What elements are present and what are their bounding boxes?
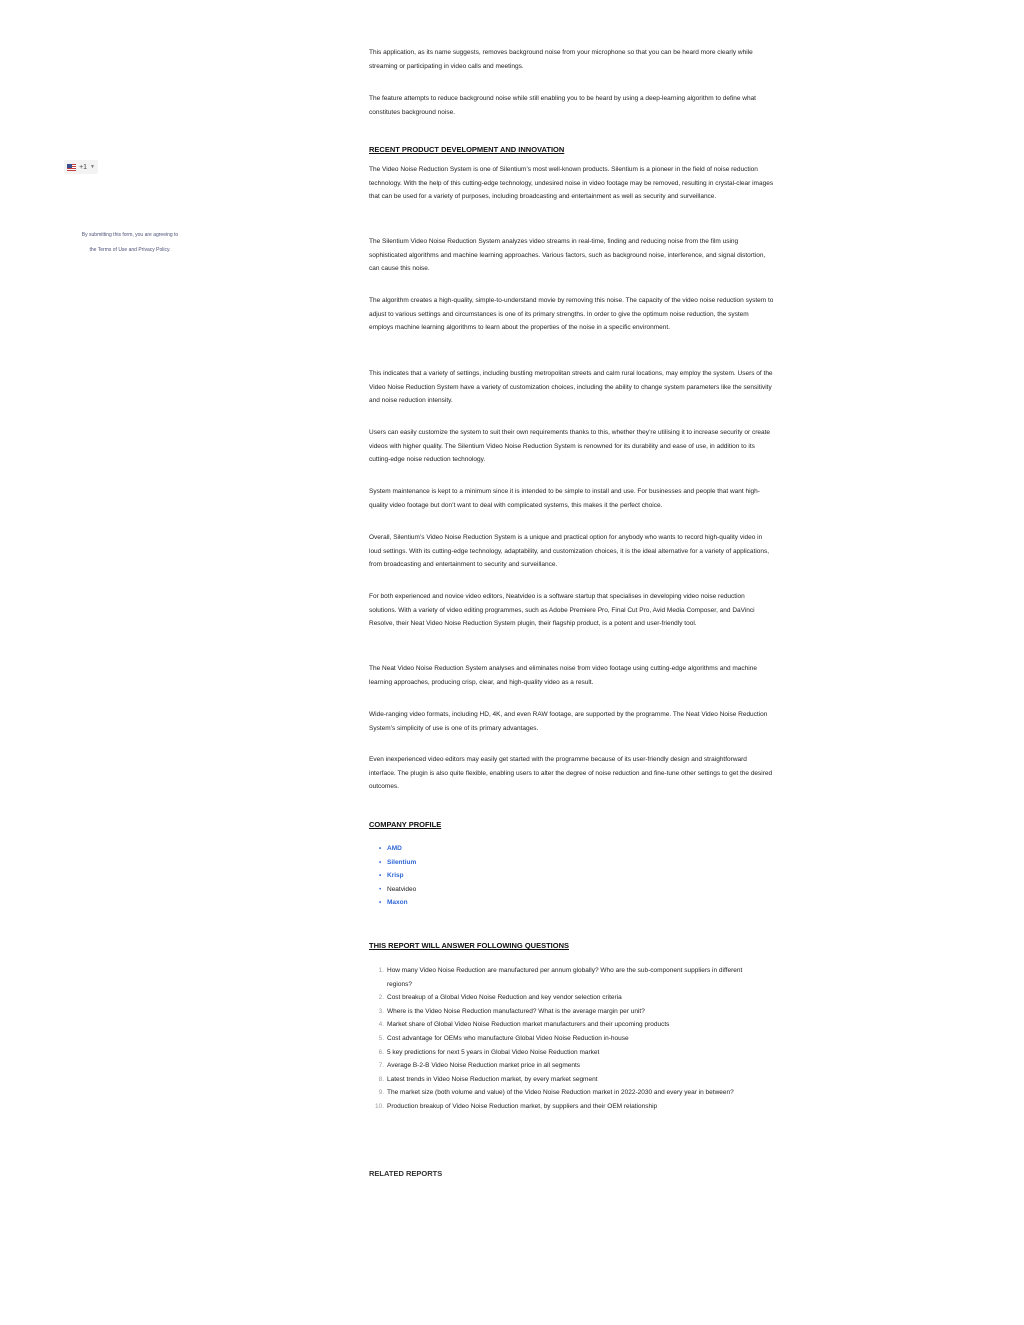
recent-paragraph-8: For both experienced and novice video editors, Neatvideo is a software startup that specialises in developing video noise reduction solutions. With a variety of video editing programmes, such as Adobe Premiere Pro, Final Cut Pro, Avid Media Composer, and DaVinci Resolve, their Neat Video Noise Reduction System plugin, their flagship product, is a potent and user-friendly tool. bbox=[369, 593, 755, 628]
recent-paragraph-6: System maintenance is kept to a minimum since it is intended to be simple to install and use. For businesses and people that want high-quality video footage but don’t want to deal with complicated systems, this makes it the perfect choice. bbox=[369, 488, 760, 509]
recent-paragraph-11: Even inexperienced video editors may easily get started with the programme because of its user-friendly design and straightforward interface. The plugin is also quite flexible, enabling users to alter the degree of noise reduction and fine-tune other settings to get the desired outcomes. bbox=[369, 756, 773, 791]
recent-development-heading: RECENT PRODUCT DEVELOPMENT AND INNOVATION bbox=[369, 145, 565, 154]
phone-country-code: +1 bbox=[79, 163, 88, 171]
company-profile-heading: COMPANY PROFILE bbox=[369, 820, 442, 829]
question-item: Cost advantage for OEMs who manufacture Global Video Noise Reduction in-house bbox=[387, 1034, 629, 1042]
question-item: Average B-2-B Video Noise Reduction market price in all segments bbox=[387, 1062, 581, 1070]
question-item: 5 key predictions for next 5 years in Global Video Noise Reduction market bbox=[387, 1048, 600, 1056]
recent-paragraph-4: This indicates that a variety of settings, including bustling metropolitan streets and calm rural locations, may employ the system. Users of the Video Noise Reduction System have a variety of customization choices, including the ability to change system parameters like the sensitivity and noise reduction intensity. bbox=[369, 370, 773, 405]
question-item: Production breakup of Video Noise Reduction market, by suppliers and their OEM relationship bbox=[387, 1102, 658, 1110]
consent-line-1: By submitting this form, you are agreeing to bbox=[81, 232, 179, 238]
question-item: Where is the Video Noise Reduction manufactured? What is the average margin per unit? bbox=[387, 1007, 645, 1015]
company-link-krisp[interactable]: • Krisp bbox=[369, 869, 416, 883]
company-list bbox=[369, 842, 416, 910]
intro-paragraph-1: This application, as its name suggests, removes background noise from your microphone so that you can be heard more clearly while streaming or participating in video calls and meetings. bbox=[369, 49, 753, 70]
recent-paragraph-2: The Silentium Video Noise Reduction System analyzes video streams in real-time, finding and reducing noise from the film using sophisticated algorithms and machine learning approaches. Various factors, such as background noise, interference, and signal distortion, can cause this noise. bbox=[369, 238, 766, 273]
recent-paragraph-9: The Neat Video Noise Reduction System analyses and eliminates noise from video footage using cutting-edge algorithms and machine learning approaches, producing crisp, clear, and high-quality video as a result. bbox=[369, 665, 757, 686]
question-item: Latest trends in Video Noise Reduction market, by every market segment bbox=[387, 1075, 598, 1083]
question-item: How many Video Noise Reduction are manufactured per annum globally? Who are the sub-component suppliers in different regions? bbox=[387, 967, 743, 988]
question-item: Market share of Global Video Noise Reduction market manufacturers and their upcoming products bbox=[387, 1021, 670, 1029]
company-link-maxon[interactable]: • Maxon bbox=[369, 896, 416, 910]
sidebar bbox=[0, 0, 330, 1325]
recent-paragraph-7: Overall, Silentium’s Video Noise Reduction System is a unique and practical option for anybody who wants to record high-quality video in loud settings. With its cutting-edge technology, adaptability, and customization choices, it is the ideal alternative for a variety of applications, from broadcasting and entertainment to security and surveillance. bbox=[369, 534, 770, 569]
consent-line-2: the Terms of Use and Privacy Policy. bbox=[89, 247, 171, 253]
intro-paragraph-2: The feature attempts to reduce background noise while still enabling you to be heard by using a deep-learning algorithm to define what constitutes background noise. bbox=[369, 95, 756, 116]
question-item: The market size (both volume and value) of the Video Noise Reduction market in 2022-2030 and every year in between? bbox=[387, 1089, 734, 1097]
phone-country-selector[interactable] bbox=[64, 160, 98, 174]
question-item: Cost breakup of a Global Video Noise Reduction and key vendor selection criteria bbox=[387, 994, 622, 1002]
recent-paragraph-5: Users can easily customize the system to suit their own requirements thanks to this, whether they’re utilising it to increase security or create videos with higher quality. The Silentium Video Noise Reduction System is renowned for its durability and ease of use, in addition to its cutting-edge noise reduction technology. bbox=[369, 429, 771, 464]
company-link-amd[interactable]: • AMD bbox=[369, 842, 416, 856]
questions-heading: THIS REPORT WILL ANSWER FOLLOWING QUESTIONS bbox=[369, 941, 569, 950]
us-flag-icon bbox=[67, 164, 76, 171]
consent-note bbox=[60, 228, 200, 258]
company-item-neatvideo: • Neatvideo bbox=[369, 883, 416, 897]
recent-paragraph-3: The algorithm creates a high-quality, simple-to-understand movie by removing this noise. The capacity of the video noise reduction system to adjust to various settings and circumstances is one of its primary strengths. In order to give the optimum noise reduction, the system employs machine learning algorithms to learn about the properties of the noise in a specific environment. bbox=[369, 297, 774, 332]
related-reports-heading: RELATED REPORTS bbox=[369, 1169, 443, 1178]
chevron-down-icon: ▼ bbox=[90, 164, 95, 170]
recent-paragraph-10: Wide-ranging video formats, including HD, 4K, and even RAW footage, are supported by the programme. The Neat Video Noise Reduction System’s simplicity of use is one of its primary advantages. bbox=[369, 711, 768, 732]
company-link-silentium[interactable]: • Silentium bbox=[369, 856, 416, 870]
questions-list bbox=[369, 964, 769, 1114]
recent-paragraph-1: The Video Noise Reduction System is one of Silentium’s most well-known products. Silentium is a pioneer in the field of noise reduction technology. With the help of this cutting-edge technology, undesired noise in video footage may be removed, resulting in crystal-clear images that can be used for a variety of purposes, including broadcasting and entertainment as well as security and surveillance. bbox=[369, 166, 774, 201]
